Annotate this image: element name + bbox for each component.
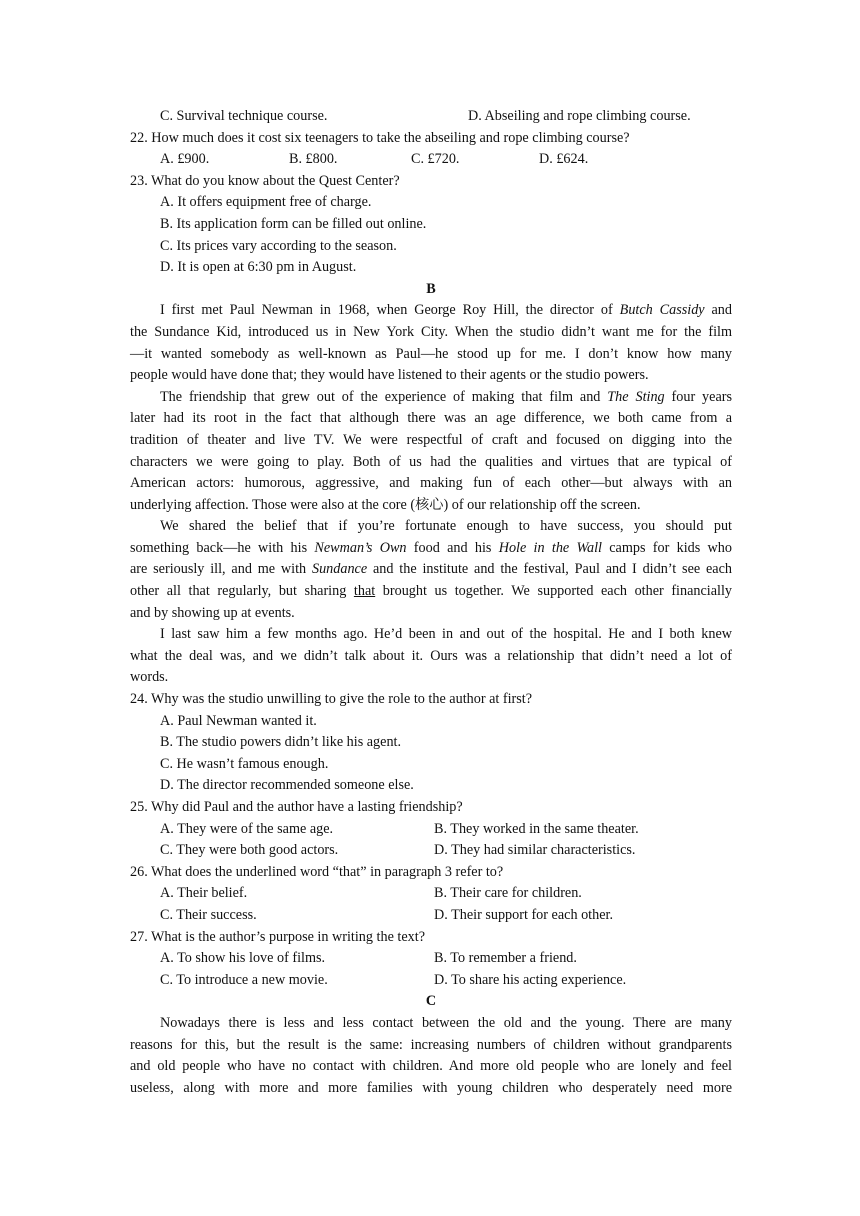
exam-page [130,106,732,1099]
q22-question: 22. How much does it cost six teenagers to take the abseiling and rope climbing course? [130,129,630,146]
passage-line: words. [130,669,169,686]
q23-option-a: A. It offers equipment free of charge. [160,194,372,211]
q25-option-c: C. They were both good actors. [160,842,339,859]
q25-question: 25. Why did Paul and the author have a lasting friendship? [130,799,463,815]
passage-line: people would have done that; they would have listened to their agents or the studio powers. [130,367,649,384]
passage-line: other all that regularly, but sharing that brought us together. We supported each other financially [130,583,732,600]
q24-question: 24. Why was the studio unwilling to give the role to the author at first? [130,691,533,708]
q22-option-b: B. £800. [289,151,338,168]
passage-b-paragraph-4 [130,624,732,689]
q25-options-cd [130,840,732,862]
q23-option-c: C. Its prices vary according to the season. [160,237,397,254]
q22-option-c: C. £720. [411,151,460,168]
q21-option-c: C. Survival technique course. [160,108,328,124]
q27-option-a: A. To show his love of films. [160,950,326,967]
passage-line: I last saw him a few months ago. He’d been in and out of the hospital. He and I both knew [160,626,732,643]
q22-options [130,149,732,171]
q25-option-a: A. They were of the same age. [160,820,334,837]
q25-options-ab [130,819,732,841]
passage-line: I first met Paul Newman in 1968, when George Roy Hill, the director of Butch Cassidy and [160,302,732,319]
passage-c-paragraph-1 [130,1013,732,1099]
passage-b-paragraph-1 [130,300,732,386]
q25-option-b: B. They worked in the same theater. [434,820,639,837]
q24-option-b: B. The studio powers didn’t like his agent. [160,734,402,751]
q27-options-ab [130,948,732,970]
q26-option-b: B. Their care for children. [434,885,582,902]
passage-line: something back—he with his Newman’s Own food and his Hole in the Wall camps for kids who [130,539,732,556]
q21-option-d: D. Abseiling and rope climbing course. [468,108,691,124]
passage-line: underlying affection. Those were also at the core (核心) of our relationship off the screen. [130,496,641,513]
q26-options-cd [130,905,732,927]
q26-option-c: C. Their success. [160,906,257,923]
q27-option-c: C. To introduce a new movie. [160,971,328,988]
q26-question: 26. What does the underlined word “that” in paragraph 3 refer to? [130,863,504,880]
passage-line: Nowadays there is less and less contact between the old and the young. There are many [160,1014,732,1031]
passage-line: tradition of theater and live TV. We were respectful of craft and focused on digging into the [130,431,732,448]
q21-options-cd [130,106,732,128]
q22-option-a: A. £900. [160,151,210,168]
q22-option-d: D. £624. [539,151,589,168]
passage-line: American actors: humorous, aggressive, and making fun of each other—but always with an [130,475,732,492]
q26-option-d: D. Their support for each other. [434,906,613,923]
underlined-word-that: that [353,583,376,600]
q25-option-d: D. They had similar characteristics. [434,842,636,859]
passage-line: useless, along with more and more families with young children who desperately need more [130,1079,732,1096]
passage-line: characters we were going to play. Both of us had the qualities and virtues that are typical of [130,453,732,470]
q23-option-b: B. Its application form can be filled out online. [160,215,427,232]
passage-line: what the deal was, and we didn’t talk about it. Ours was a relationship that didn’t need a lot of [130,647,732,664]
passage-line: and old people who have no contact with children. And more old people who are lonely and feel [130,1058,732,1075]
passage-line: later had its root in the fact that although there was an age difference, we both came from a [130,410,732,427]
passage-line: the Sundance Kid, introduced us in New York City. When the studio didn’t want me for the film [130,323,732,340]
passage-b-paragraph-2 [130,387,732,517]
q23-question: 23. What do you know about the Quest Center? [130,172,400,189]
passage-line: and by showing up at events. [130,604,295,621]
section-b-heading: B [426,280,436,297]
q24-option-d: D. The director recommended someone else. [160,777,414,794]
passage-line: —it wanted somebody as well-known as Paul—he stood up for me. I don’t know how many [130,345,732,362]
q23-option-d: D. It is open at 6:30 pm in August. [160,259,357,276]
q27-option-d: D. To share his acting experience. [434,971,627,988]
passage-line: The friendship that grew out of the experience of making that film and The Sting four years [160,388,732,405]
passage-line: are seriously ill, and me with Sundance and the institute and the festival, Paul and I didn’t see each [130,561,732,578]
q27-option-b: B. To remember a friend. [434,950,577,967]
q26-options-ab [130,883,732,905]
q26-option-a: A. Their belief. [160,885,248,902]
q24-option-c: C. He wasn’t famous enough. [160,755,329,772]
passage-b-paragraph-3 [130,516,732,624]
q24-option-a: A. Paul Newman wanted it. [160,712,317,729]
q27-question: 27. What is the author’s purpose in writing the text? [130,928,425,945]
section-c-heading: C [425,993,437,1010]
passage-line: reasons for this, but the result is the same: increasing numbers of children without grandparents [130,1036,732,1053]
passage-line: We shared the belief that if you’re fortunate enough to have success, you should put [160,518,732,535]
q27-options-cd [130,970,732,992]
